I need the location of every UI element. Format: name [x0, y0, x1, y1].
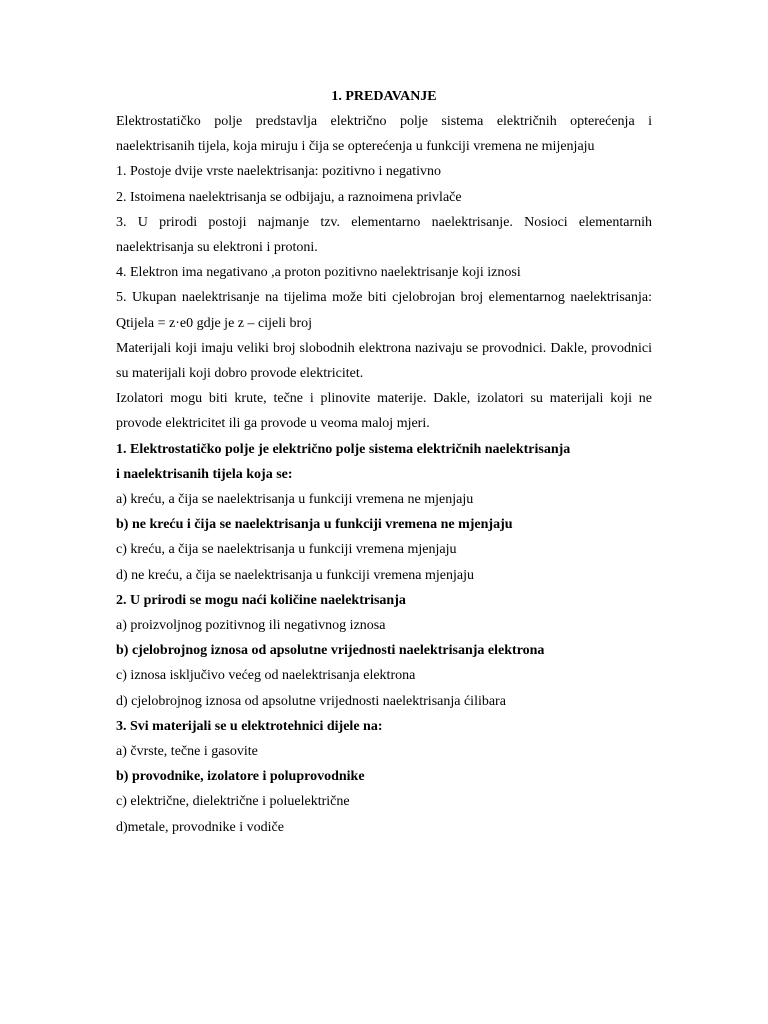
point-3: 3. U prirodi postoji najmanje tzv. elementarno naelektrisanje. Nosioci elementarnih naelektrisanja su elektroni i protoni.	[116, 214, 652, 256]
point-1: 1. Postoje dvije vrste naelektrisanja: pozitivno i negativno	[116, 164, 442, 180]
question-3-line-1: 3. Svi materijali se u elektrotehnici dijele na:	[116, 718, 383, 734]
question-3-answer-b-correct: b) provodnike, izolatore i poluprovodnike	[116, 769, 365, 785]
question-2	[116, 588, 652, 714]
insulators-paragraph: Izolatori mogu biti krute, tečne i plinovite materije. Dakle, izolatori su materijali koji ne provode elektricitet ili ga provode u veoma maloj mjeri.	[116, 391, 652, 432]
question-2-answer-a: a) proizvoljnog pozitivnog ili negativnog iznosa	[116, 618, 386, 634]
question-2-answer-d: d) cjelobrojnog iznosa od apsolutne vrijednosti naelektrisanja ćilibara	[116, 693, 506, 709]
question-1-line-2: i naelektrisanih tijela koja se:	[116, 466, 293, 482]
question-2-answer-c: c) iznosa isključivo većeg od naelektrisanja elektrona	[116, 668, 416, 684]
question-2-answer-b-correct: b) cjelobrojnog iznosa od apsolutne vrijednosti naelektrisanja elektrona	[116, 643, 545, 659]
point-2: 2. Istoimena naelektrisanja se odbijaju, a raznoimena privlače	[116, 189, 462, 205]
document-body	[116, 84, 652, 840]
question-1-answer-d: d) ne kreću, a čija se naelektrisanja u funkciji vremena mjenjaju	[116, 567, 475, 583]
question-1-answer-c: c) kreću, a čija se naelektrisanja u funkciji vremena mjenjaju	[116, 542, 457, 558]
question-1-answer-a: a) kreću, a čija se naelektrisanja u funkciji vremena ne mjenjaju	[116, 492, 474, 508]
question-3-answer-d: d)metale, provodnike i vodiče	[116, 819, 284, 835]
question-1-answer-b-correct: b) ne kreću i čija se naelektrisanja u funkciji vremena ne mjenjaju	[116, 517, 513, 533]
question-1	[116, 437, 652, 588]
question-3-answer-a: a) čvrste, tečne i gasovite	[116, 744, 258, 760]
question-2-line-1: 2. U prirodi se mogu naći količine naelektrisanja	[116, 592, 406, 608]
question-3-answer-c: c) električne, dielektrične i poluelektrične	[116, 794, 350, 810]
question-3	[116, 714, 652, 840]
point-5: 5. Ukupan naelektrisanje na tijelima može biti cjelobrojan broj elementarnog naelektrisanja: Qtijela = z·e0 gdje je z – cijeli broj	[116, 290, 652, 331]
conductors-paragraph: Materijali koji imaju veliki broj slobodnih elektrona nazivaju se provodnici. Dakle, provodnici su materijali koji dobro provode elektricitet.	[116, 340, 652, 382]
document-title: 1. PREDAVANJE	[331, 89, 437, 104]
question-1-line-1: 1. Elektrostatičko polje je električno polje sistema električnih naelektrisanja	[116, 441, 571, 457]
point-4: 4. Elektron ima negativano ,a proton pozitivno naelektrisanje koji iznosi	[116, 265, 521, 281]
intro-paragraph: Elektrostatičko polje predstavlja električno polje sistema električnih opterećenja i naelektrisanih tijela, koja miruju i čija se opterećenja u funkciji vremena ne mijenjaju	[116, 114, 652, 155]
